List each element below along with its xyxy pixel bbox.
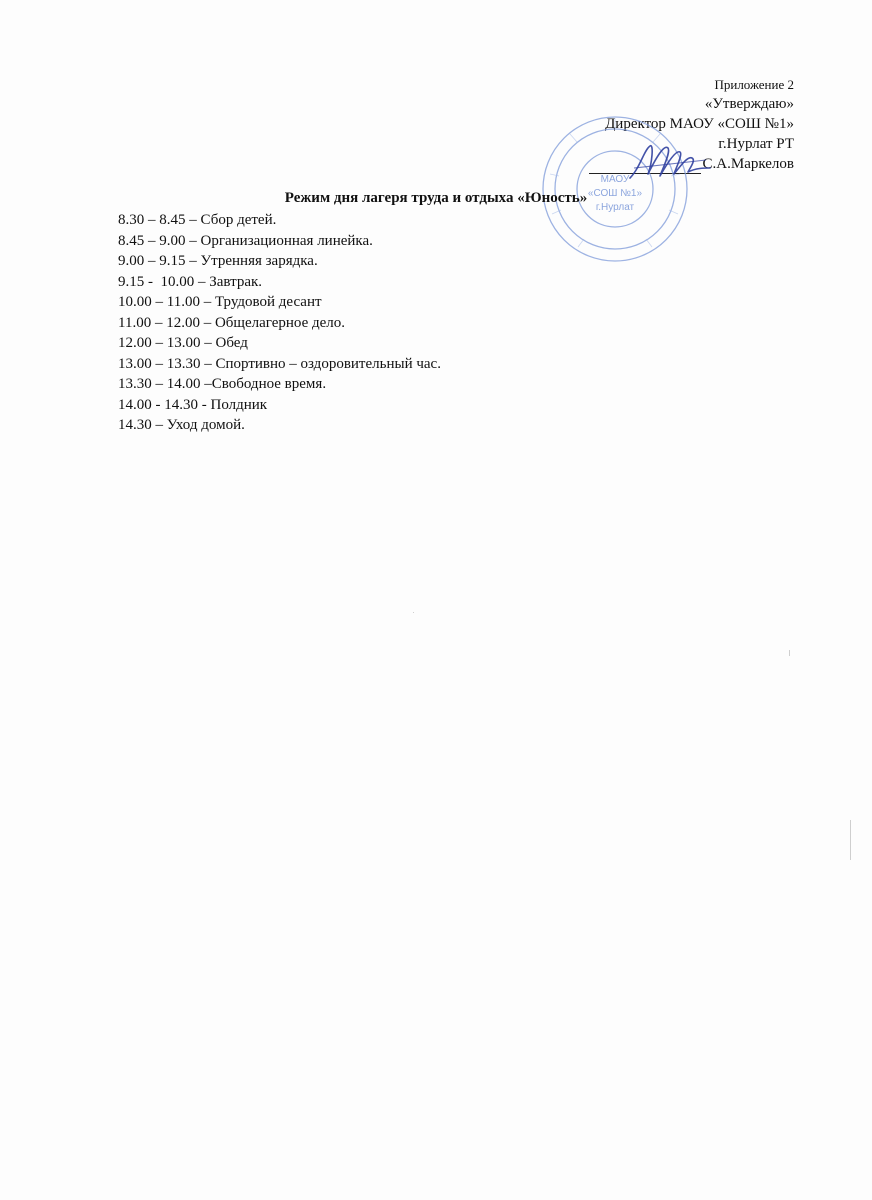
- schedule-item: 9.15 - 10.00 – Завтрак.: [118, 273, 263, 290]
- stamp-org: МАОУ: [600, 174, 630, 185]
- schedule-item: 14.00 - 14.30 - Полдник: [118, 396, 268, 413]
- scan-speck: [413, 612, 414, 613]
- scan-speck: [850, 820, 851, 860]
- schedule-item: 14.30 – Уход домой.: [118, 417, 245, 433]
- schedule-item: 8.45 – 9.00 – Организационная линейка.: [118, 232, 373, 249]
- director-label: Директор МАОУ «СОШ №1»: [605, 116, 794, 132]
- director-name: С.А.Маркелов: [702, 156, 794, 172]
- signature-icon: [626, 138, 712, 188]
- seal-stamp-icon: [540, 114, 690, 264]
- stamp-school: «СОШ №1»: [587, 188, 643, 199]
- city-label: г.Нурлат РТ: [718, 136, 794, 152]
- annex-label: Приложение 2: [714, 77, 794, 92]
- schedule-item: 9.00 – 9.15 – Утренняя зарядка.: [118, 253, 318, 269]
- scan-speck: [789, 650, 790, 656]
- schedule-list: [118, 210, 441, 436]
- document-title: Режим дня лагеря труда и отдыха «Юность»: [284, 190, 588, 206]
- schedule-item: 12.00 – 13.00 – Обед: [118, 335, 248, 351]
- schedule-item: 13.00 – 13.30 – Спортивно – оздоровительный час.: [118, 355, 441, 372]
- approve-label: «Утверждаю»: [704, 96, 794, 112]
- schedule-item: 10.00 – 11.00 – Трудовой десант: [118, 294, 322, 310]
- schedule-item: 13.30 – 14.00 –Свободное время.: [118, 376, 327, 392]
- stamp-city: г.Нурлат: [595, 202, 635, 213]
- schedule-item: 11.00 – 12.00 – Общелагерное дело.: [118, 314, 346, 331]
- schedule-item: 8.30 – 8.45 – Сбор детей.: [118, 212, 277, 228]
